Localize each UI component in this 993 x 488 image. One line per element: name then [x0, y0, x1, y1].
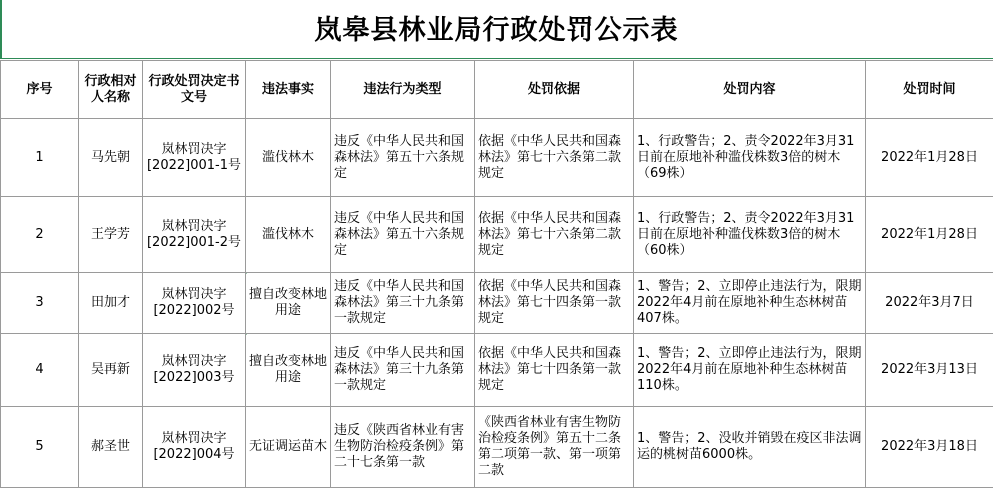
cell-person[interactable]: 吴再新: [79, 334, 143, 407]
cell-fact[interactable]: 滥伐林木: [246, 197, 331, 273]
header-time[interactable]: 处罚时间: [866, 61, 993, 119]
cell-basis[interactable]: 依据《中华人民共和国森林法》第七十六条第二款规定: [475, 119, 634, 197]
header-basis[interactable]: 处罚依据: [475, 61, 634, 119]
cell-content[interactable]: 1、行政警告；2、责令2022年3月31日前在原地补种滥伐株数3倍的树木（60株）: [634, 197, 866, 273]
cell-type[interactable]: 违反《中华人民共和国森林法》第三十九条第一款规定: [331, 334, 475, 407]
cell-time[interactable]: 2022年3月18日: [866, 407, 993, 488]
cell-doc[interactable]: 岚林罚决字[2022]004号: [143, 407, 246, 488]
cell-basis[interactable]: 《陕西省林业有害生物防治检疫条例》第五十二条第二项第一款、第一项第二款: [475, 407, 634, 488]
cell-content[interactable]: 1、行政警告；2、责令2022年3月31日前在原地补种滥伐株数3倍的树木（69株）: [634, 119, 866, 197]
table-row: [1, 273, 993, 334]
header-content[interactable]: 处罚内容: [634, 61, 866, 119]
cell-person[interactable]: 田加才: [79, 273, 143, 334]
cell-content[interactable]: 1、警告；2、立即停止违法行为，限期2022年4月前在原地补种生态林树苗407株。: [634, 273, 866, 334]
cell-doc[interactable]: 岚林罚决字[2022]001-2号: [143, 197, 246, 273]
cell-seq[interactable]: 5: [1, 407, 79, 488]
cell-basis[interactable]: 依据《中华人民共和国森林法》第七十四条第一款规定: [475, 273, 634, 334]
cell-content[interactable]: 1、警告；2、立即停止违法行为，限期2022年4月前在原地补种生态林树苗110株。: [634, 334, 866, 407]
title-row: [0, 0, 993, 59]
header-seq[interactable]: 序号: [1, 61, 79, 119]
cell-type[interactable]: 违反《中华人民共和国森林法》第五十六条规定: [331, 119, 475, 197]
cell-basis[interactable]: 依据《中华人民共和国森林法》第七十四条第一款规定: [475, 334, 634, 407]
cell-type[interactable]: 违反《中华人民共和国森林法》第三十九条第一款规定: [331, 273, 475, 334]
cell-content[interactable]: 1、警告；2、没收并销毁在疫区非法调运的桃树苗6000株。: [634, 407, 866, 488]
cell-time[interactable]: 2022年1月28日: [866, 197, 993, 273]
cell-type[interactable]: 违反《中华人民共和国森林法》第五十六条规定: [331, 197, 475, 273]
cell-type[interactable]: 违反《陕西省林业有害生物防治检疫条例》第二十七条第一款: [331, 407, 475, 488]
cell-fact[interactable]: 擅自改变林地用途: [246, 334, 331, 407]
cell-seq[interactable]: 4: [1, 334, 79, 407]
cell-basis[interactable]: 依据《中华人民共和国森林法》第七十六条第二款规定: [475, 197, 634, 273]
penalty-table: [0, 60, 993, 488]
cell-time[interactable]: 2022年3月13日: [866, 334, 993, 407]
table-row: [1, 119, 993, 197]
cell-fact[interactable]: 滥伐林木: [246, 119, 331, 197]
cell-doc[interactable]: 岚林罚决字[2022]003号: [143, 334, 246, 407]
cell-person[interactable]: 王学芳: [79, 197, 143, 273]
header-fact[interactable]: 违法事实: [246, 61, 331, 119]
cell-time[interactable]: 2022年3月7日: [866, 273, 993, 334]
header-type[interactable]: 违法行为类型: [331, 61, 475, 119]
cell-seq[interactable]: 1: [1, 119, 79, 197]
cell-doc[interactable]: 岚林罚决字[2022]001-1号: [143, 119, 246, 197]
header-row: [1, 61, 993, 119]
table-row: [1, 407, 993, 488]
page-title: 岚皋县林业局行政处罚公示表: [314, 15, 679, 46]
header-doc[interactable]: 行政处罚决定书文号: [143, 61, 246, 119]
table-row: [1, 197, 993, 273]
cell-fact[interactable]: 无证调运苗木: [246, 407, 331, 488]
cell-doc[interactable]: 岚林罚决字[2022]002号: [143, 273, 246, 334]
cell-time[interactable]: 2022年1月28日: [866, 119, 993, 197]
cell-seq[interactable]: 2: [1, 197, 79, 273]
cell-person[interactable]: 郝圣世: [79, 407, 143, 488]
cell-person[interactable]: 马先朝: [79, 119, 143, 197]
cell-seq[interactable]: 3: [1, 273, 79, 334]
cell-fact[interactable]: 擅自改变林地用途: [246, 273, 331, 334]
table-row: [1, 334, 993, 407]
header-person[interactable]: 行政相对人名称: [79, 61, 143, 119]
